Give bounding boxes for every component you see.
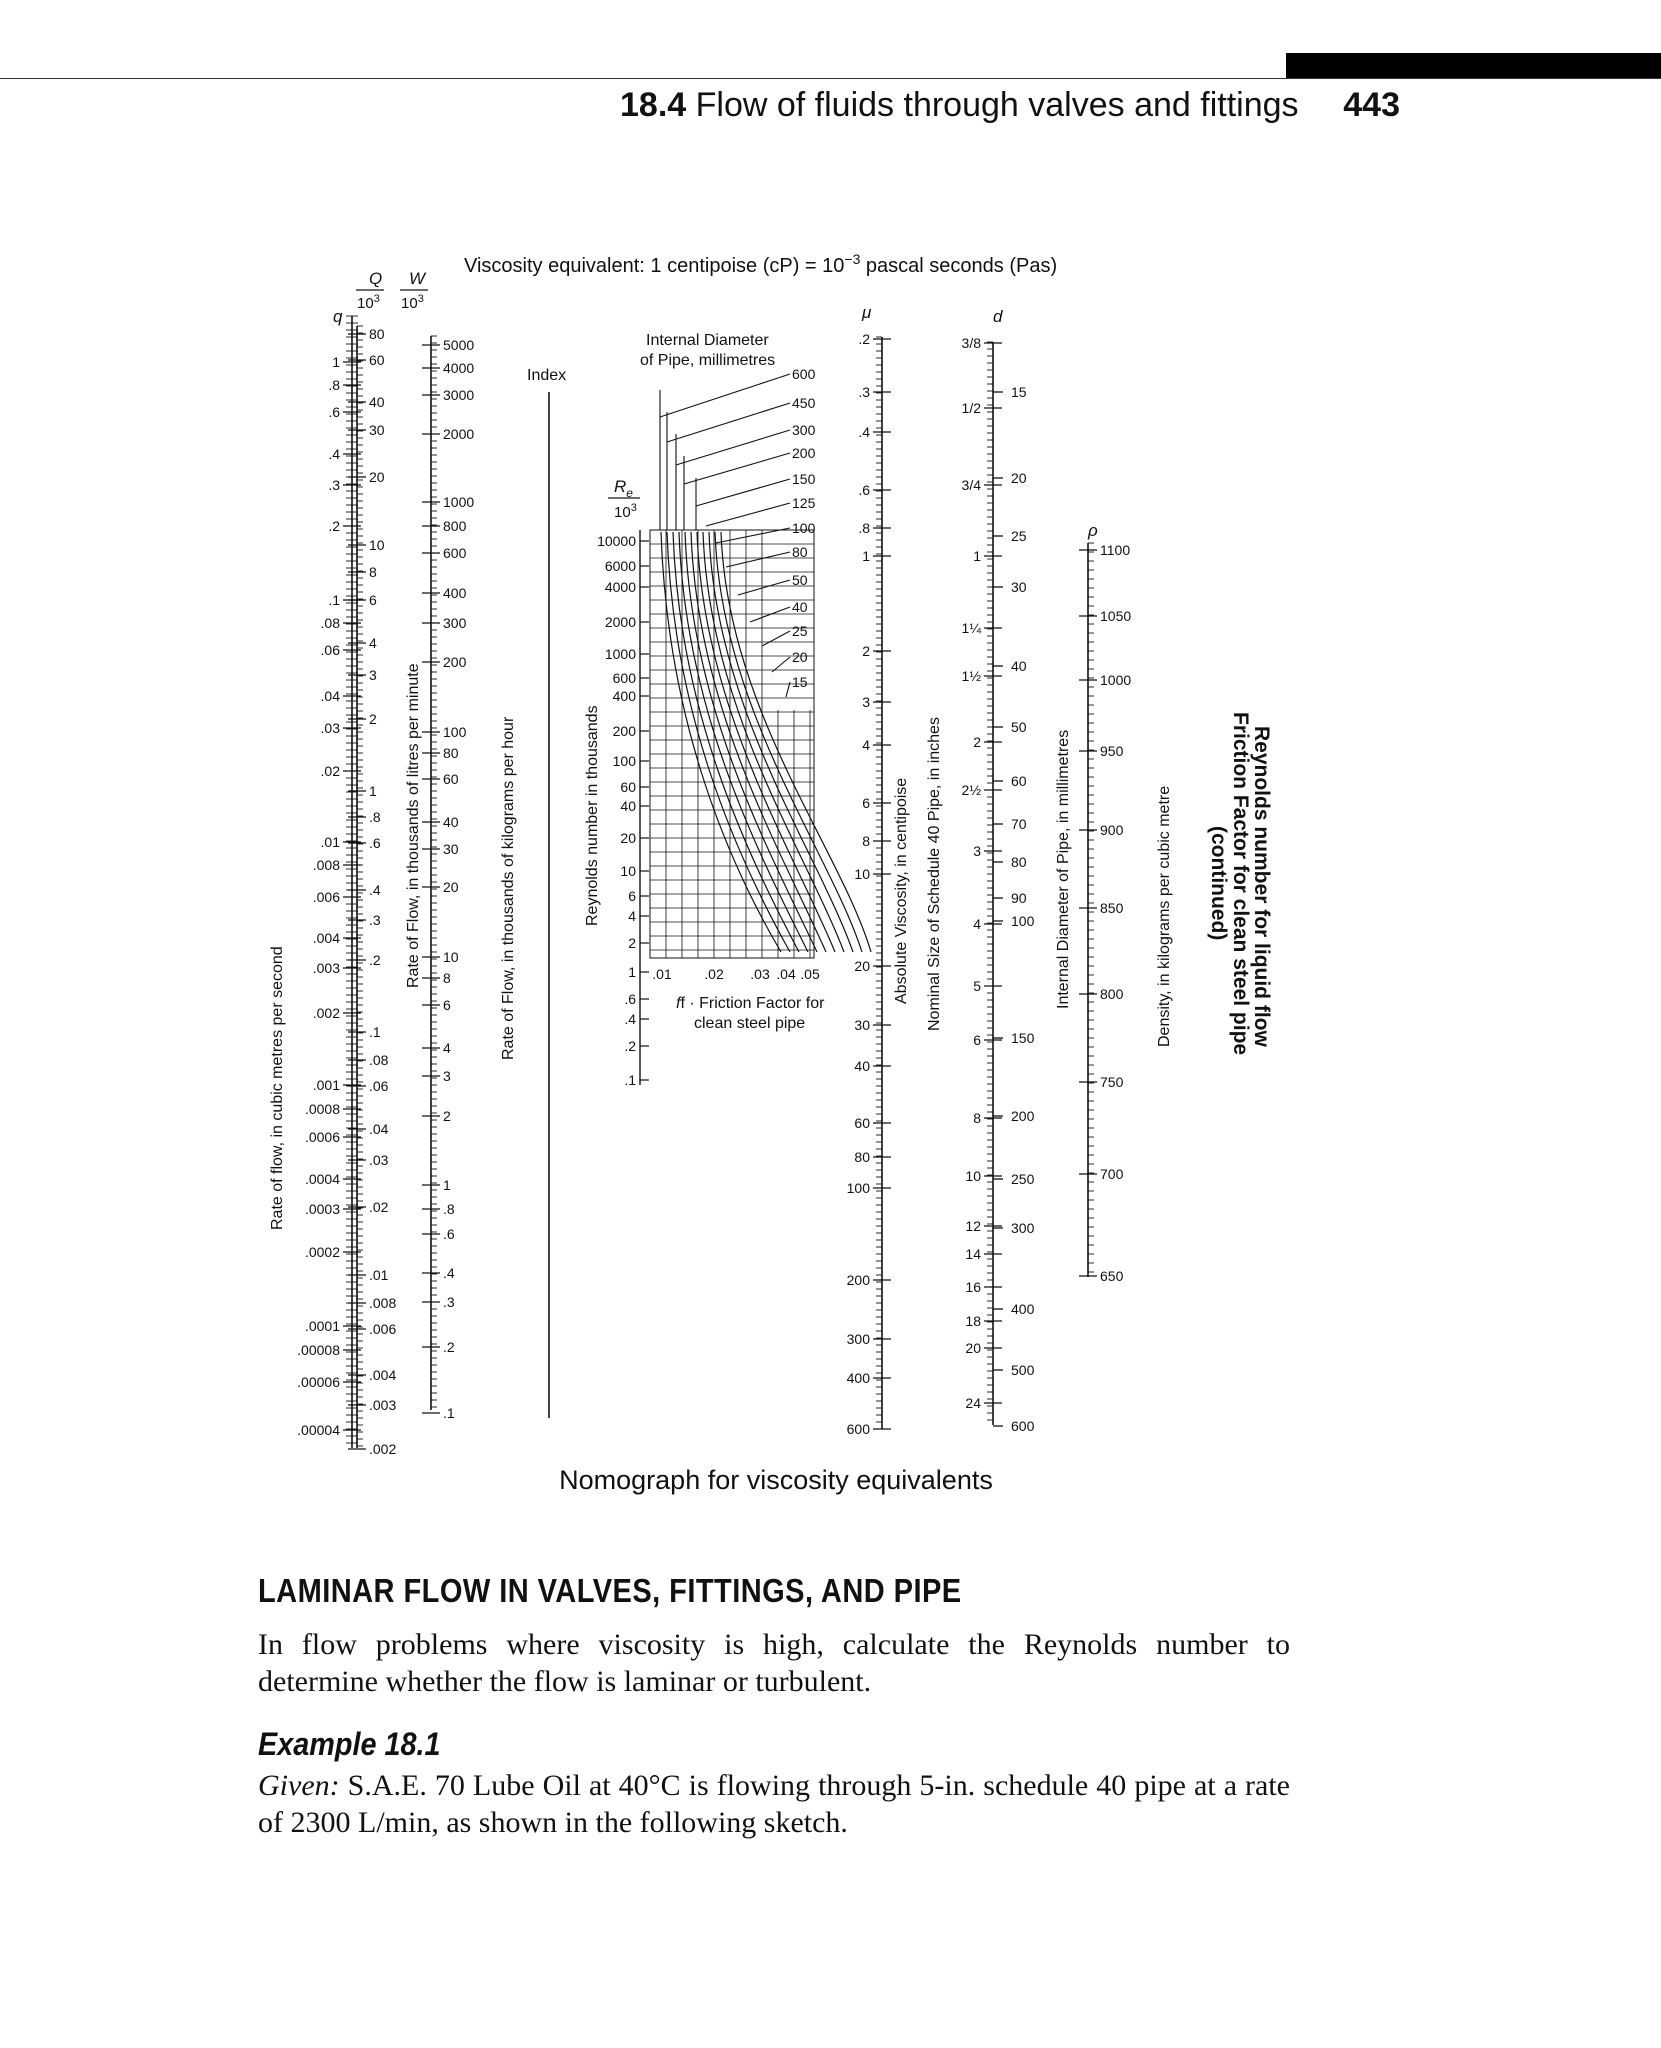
scale-mu-tick: 80: [854, 1149, 870, 1165]
scale-q-tick: .2: [328, 518, 340, 534]
scale-q-tick: .006: [312, 889, 340, 905]
given-label: Given:: [258, 1769, 340, 1802]
scale-Re-tick: 10000: [597, 533, 636, 549]
scale-W-tick: .2: [443, 1339, 455, 1355]
scale-nominal-tick: 3: [973, 843, 981, 859]
scale-Q-tick: 60: [369, 352, 385, 368]
symbol-Re: $R_e$: [614, 477, 633, 500]
scale-internal-tick: 60: [1011, 773, 1027, 789]
scale-W-tick: .6: [443, 1226, 455, 1242]
scale-Q-tick: 8: [369, 564, 377, 580]
scale-Re-tick: .1: [624, 1072, 636, 1088]
scale-internal-tick: 80: [1011, 854, 1027, 870]
scale-W-tick: 800: [443, 518, 467, 534]
scale-internal-tick: 30: [1011, 579, 1027, 595]
scale-nominal-tick: 16: [965, 1279, 981, 1295]
scale-Q-tick: 10: [369, 537, 385, 553]
symbol-Re-denominator: $10^3$: [614, 502, 637, 521]
header-rule: [0, 78, 1661, 79]
scale-nominal-tick: 1½: [961, 668, 981, 684]
scale-mu-tick: 30: [854, 1017, 870, 1033]
scale-W-tick: .1: [443, 1405, 455, 1421]
scale-internal-tick: 250: [1011, 1171, 1035, 1187]
pipe-diameter-pointer: [750, 607, 790, 622]
scale-rho-tick: 1000: [1100, 672, 1132, 688]
scale-internal-tick: 25: [1011, 528, 1027, 544]
symbol-Q-denominator: $10^3$: [357, 293, 380, 312]
scale-Re-tick: 600: [612, 670, 636, 686]
scale-Re-tick: 6: [628, 888, 636, 904]
scale-W-tick: 30: [443, 841, 459, 857]
pipe-diameter-tick: 300: [792, 422, 816, 438]
scale-mu-tick: 10: [854, 866, 870, 882]
scale-W-tick: 4: [443, 1040, 451, 1056]
scale-f-tick: .05: [800, 966, 820, 982]
scale-f-tick: .02: [704, 966, 724, 982]
scale-mu-tick: 300: [846, 1331, 870, 1347]
figure-caption: Nomograph for viscosity equivalents: [559, 1465, 993, 1495]
scale-Re-tick: 20: [620, 830, 636, 846]
scale-W-tick: 8: [443, 970, 451, 986]
symbol-Q: Q: [369, 269, 383, 288]
scale-mu-tick: 3: [862, 694, 870, 710]
scale-W-tick: 3000: [443, 387, 475, 403]
friction-curve: [715, 532, 862, 952]
scale-q-tick: .00008: [297, 1342, 340, 1358]
scale-Q-tick: .003: [369, 1397, 397, 1413]
scale-mu-tick: .2: [858, 331, 870, 347]
scale-nominal-tick: 5: [973, 978, 981, 994]
scale-q-tick: .0001: [304, 1318, 340, 1334]
scale-Q-tick: 20: [369, 469, 385, 485]
scale-mu-tick: 100: [846, 1180, 870, 1196]
section-title: Flow of fluids through valves and fittings: [695, 86, 1299, 124]
scale-q-tick: .008: [312, 857, 340, 873]
symbol-W: W: [409, 269, 426, 288]
scale-q-tick: .06: [320, 642, 340, 658]
scale-W-tick: 60: [443, 771, 459, 787]
scale-nominal-tick: 8: [973, 1110, 981, 1126]
scale-Re: [597, 530, 649, 1088]
scale-W-tick: 1: [443, 1177, 451, 1193]
scale-Re-tick: .2: [624, 1038, 636, 1054]
scale-W-tick: 80: [443, 745, 459, 761]
scale-internal-tick: 90: [1011, 890, 1027, 906]
friction-curve: [709, 532, 853, 952]
axis-title-Re: Reynolds number in thousands: [584, 705, 601, 926]
scale-q-tick: .00006: [297, 1374, 340, 1390]
page-number: 443: [1343, 86, 1400, 124]
scale-internal-tick: 150: [1011, 1030, 1035, 1046]
scale-mu-tick: 1: [862, 548, 870, 564]
scale-Re-tick: 200: [612, 723, 636, 739]
scale-rho-tick: 1050: [1100, 608, 1132, 624]
scale-q-tick: .4: [328, 446, 340, 462]
scale-internal-tick: 600: [1011, 1418, 1035, 1434]
scale-Re-tick: 10: [620, 863, 636, 879]
scale-W-tick: 400: [443, 585, 467, 601]
scale-Re-tick: 100: [612, 753, 636, 769]
scale-W-tick: 6: [443, 997, 451, 1013]
scale-q-tick: .0004: [304, 1171, 340, 1187]
scale-Q-tick: .03: [369, 1152, 389, 1168]
scale-W-tick: 20: [443, 879, 459, 895]
scale-internal-tick: 40: [1011, 658, 1027, 674]
side-title-line1: Reynolds number for liquid flow: [1250, 726, 1273, 1047]
scale-Q-tick: .6: [369, 835, 381, 851]
axis-title-W: Rate of Flow, in thousands of kilograms per hour: [500, 716, 517, 1060]
scale-q-tick: .3: [328, 477, 340, 493]
symbol-d: d: [993, 307, 1003, 326]
scale-mu-tick: 20: [854, 958, 870, 974]
scale-Q-tick: 80: [369, 326, 385, 342]
scale-mu-tick: .8: [858, 520, 870, 536]
scale-W-tick: 300: [443, 615, 467, 631]
friction-label-line2: clean steel pipe: [694, 1015, 806, 1032]
scale-Q-tick: .006: [369, 1321, 397, 1337]
friction-label-line1: ff · Friction Factor for: [676, 995, 825, 1012]
scale-nominal-tick: 3/4: [961, 477, 981, 493]
scale-Re-tick: 2000: [604, 614, 636, 630]
scale-q-tick: .03: [320, 720, 340, 736]
scale-q-tick: 1: [332, 354, 340, 370]
scale-q-tick: .0002: [304, 1244, 340, 1260]
scale-rho-tick: 950: [1100, 743, 1124, 759]
scale-W-tick: 1000: [443, 494, 475, 510]
scale-Q-tick: .02: [369, 1199, 389, 1215]
symbol-rho: ρ: [1088, 521, 1098, 540]
scale-q-tick: .00004: [297, 1422, 340, 1438]
scale-nominal-tick: 6: [973, 1032, 981, 1048]
pipe-diameter-tick: 150: [792, 471, 816, 487]
scale-q-tick: .02: [320, 763, 340, 779]
scale-Q-tick: .08: [369, 1052, 389, 1068]
scale-f-tick: .03: [750, 966, 770, 982]
scale-rho-tick: 700: [1100, 1166, 1124, 1182]
scale-W-tick: 2000: [443, 426, 475, 442]
pipe-diameter-tick: 15: [792, 674, 808, 690]
scale-mu-tick: .3: [858, 384, 870, 400]
scale-mu-tick: 6: [862, 795, 870, 811]
scale-W-tick: .4: [443, 1265, 455, 1281]
scale-rho-tick: 900: [1100, 822, 1124, 838]
pipe-diameter-pointer: [696, 479, 790, 506]
scale-Q-tick: .002: [369, 1441, 397, 1457]
nomograph-figure: [0, 230, 1661, 1460]
scale-q-tick: .6: [328, 404, 340, 420]
side-title-line2: Friction Factor for clean steel pipe: [1229, 712, 1252, 1056]
internal-diameter-label-line2: of Pipe, millimetres: [640, 352, 776, 369]
paragraph-1: In flow problems where viscosity is high, calculate the Reynolds number to determine whether the flow is laminar or turbulent.: [258, 1628, 1290, 1698]
scale-nominal-tick: 3/8: [961, 335, 981, 351]
scale-Q-tick: .8: [369, 809, 381, 825]
scale-W-tick: .8: [443, 1201, 455, 1217]
scale-W-tick: 600: [443, 545, 467, 561]
section-heading: LAMINAR FLOW IN VALVES, FITTINGS, AND PIPE: [258, 1572, 962, 1609]
scale-q-tick: .0003: [304, 1201, 340, 1217]
scale-nominal-tick: 14: [965, 1246, 981, 1262]
scale-nominal-tick: 20: [965, 1340, 981, 1356]
scale-q-tick: .1: [328, 592, 340, 608]
scale-mu-tick: .6: [858, 482, 870, 498]
scale-q-tick: .0008: [304, 1101, 340, 1117]
pipe-diameter-tick: 125: [792, 495, 816, 511]
scale-W-tick: 3: [443, 1068, 451, 1084]
scale-Re-tick: 40: [620, 798, 636, 814]
scale-Q-tick: .06: [369, 1078, 389, 1094]
scale-Re-tick: 1: [628, 964, 636, 980]
scale-Q-tick: 30: [369, 422, 385, 438]
scale-q-tick: .004: [312, 930, 340, 946]
scale-Q-tick: .004: [369, 1367, 397, 1383]
pipe-diameter-tick: 100: [792, 520, 816, 536]
side-title-line3: (continued): [1207, 826, 1230, 941]
scale-W-tick: 100: [443, 724, 467, 740]
scale-internal-tick: 500: [1011, 1362, 1035, 1378]
pipe-diameter-tick: 200: [792, 445, 816, 461]
scale-Q-tick: 6: [369, 592, 377, 608]
scale-internal-tick: 20: [1011, 470, 1027, 486]
scale-mu-tick: 60: [854, 1115, 870, 1131]
scale-Q-tick: .3: [369, 912, 381, 928]
scale-q-tick: .001: [312, 1077, 340, 1093]
scale-Re-tick: 4: [628, 908, 636, 924]
scale-nominal-tick: 1: [973, 548, 981, 564]
scale-q-tick: .04: [320, 688, 340, 704]
example-heading: Example 18.1: [258, 1726, 441, 1762]
pipe-diameter-pointer: [762, 631, 790, 646]
scale-q-tick: .003: [312, 960, 340, 976]
scale-internal: [993, 384, 1035, 1434]
scale-Re-tick: 400: [612, 688, 636, 704]
scale-q-tick: .002: [312, 1005, 340, 1021]
scale-nominal-tick: 2: [973, 734, 981, 750]
pipe-diameter-tick: 25: [792, 623, 808, 639]
scale-nominal: [962, 335, 1002, 1425]
scale-rho: [1079, 542, 1131, 1284]
scale-nominal-tick: 1/2: [961, 400, 981, 416]
pipe-diameter-tick: 20: [792, 649, 808, 665]
running-header: [620, 86, 1410, 125]
scale-internal-tick: 300: [1011, 1220, 1035, 1236]
scale-nominal-tick: 24: [965, 1395, 981, 1411]
scale-rho-tick: 750: [1100, 1074, 1124, 1090]
scale-mu-tick: 2: [862, 643, 870, 659]
scale-Re-tick: .6: [624, 991, 636, 1007]
section-number: 18.4: [620, 86, 687, 124]
axis-title-nominal: Nominal Size of Schedule 40 Pipe, in inches: [926, 717, 943, 1031]
axis-title-q: Rate of flow, in cubic metres per second: [269, 946, 286, 1230]
friction-chart: [650, 374, 871, 958]
scale-Re-tick: 4000: [604, 579, 636, 595]
scale-W-tick: .3: [443, 1294, 455, 1310]
scale-mu-tick: .4: [858, 424, 870, 440]
pipe-diameter-tick: 50: [792, 572, 808, 588]
scale-Q: [348, 326, 396, 1457]
scale-rho-tick: 800: [1100, 986, 1124, 1002]
scale-q-tick: .0006: [304, 1129, 340, 1145]
scale-Re-tick: 6000: [604, 558, 636, 574]
internal-diameter-label-line1: Internal Diameter: [646, 332, 769, 349]
scale-f-tick: .01: [652, 966, 672, 982]
scale-nominal-tick: 2½: [961, 782, 981, 798]
axis-title-Q: Rate of Flow, in thousands of litres per minute: [405, 663, 422, 988]
scale-rho-tick: 1100: [1100, 542, 1131, 558]
symbol-q: q: [333, 307, 343, 326]
pipe-diameter-pointer: [660, 374, 790, 417]
scale-Q-tick: .1: [369, 1024, 381, 1040]
scale-Re-tick: 60: [620, 779, 636, 795]
scale-Q-tick: 2: [369, 711, 377, 727]
scale-Q-tick: 1: [369, 783, 377, 799]
scale-internal-tick: 100: [1011, 913, 1035, 929]
scale-Re-tick: 1000: [604, 646, 636, 662]
scale-Q-tick: .04: [369, 1121, 389, 1137]
figure-title: Viscosity equivalent: 1 centipoise $(cP) = 10^{-3}$ pascal seconds (Pas): [464, 251, 1058, 277]
scale-W-tick: 2: [443, 1108, 451, 1124]
scale-f-tick: .04: [776, 966, 796, 982]
axis-title-mu: Absolute Viscosity, in centipoise: [893, 777, 910, 1004]
pipe-diameter-pointer: [676, 430, 790, 465]
scale-q-tick: .08: [320, 615, 340, 631]
scale-mu-tick: 8: [862, 833, 870, 849]
scale-Q-tick: 4: [369, 635, 377, 651]
scale-Q-tick: .4: [369, 882, 381, 898]
scale-internal-tick: 50: [1011, 719, 1027, 735]
scale-W-tick: 200: [443, 654, 467, 670]
scale-Q-tick: .2: [369, 952, 381, 968]
scale-W-tick: 4000: [443, 360, 475, 376]
header-bar: [1286, 53, 1661, 79]
scale-mu-tick: 40: [854, 1058, 870, 1074]
scale-mu-tick: 4: [862, 737, 870, 753]
scale-nominal-tick: 18: [965, 1313, 981, 1329]
index-label: Index: [527, 367, 567, 384]
scale-nominal-tick: 1¼: [961, 620, 981, 636]
scale-internal-tick: 400: [1011, 1301, 1035, 1317]
friction-curve: [667, 532, 790, 952]
scale-nominal-tick: 10: [965, 1168, 981, 1184]
scale-internal-tick: 200: [1011, 1108, 1035, 1124]
scale-nominal-tick: 4: [973, 916, 981, 932]
pipe-diameter-pointer: [706, 503, 790, 526]
scale-mu-tick: 400: [846, 1370, 870, 1386]
scale-W-tick: 40: [443, 814, 459, 830]
scale-internal-tick: 70: [1011, 816, 1027, 832]
scale-rho-tick: 650: [1100, 1268, 1124, 1284]
scale-mu: [847, 331, 891, 1437]
pipe-diameter-tick: 600: [792, 366, 816, 382]
scale-Q-tick: 3: [369, 667, 377, 683]
scale-mu-tick: 600: [846, 1421, 870, 1437]
scale-q-tick: .01: [320, 834, 340, 850]
pipe-diameter-tick: 80: [792, 544, 808, 560]
scale-Re-tick: 2: [628, 935, 636, 951]
pipe-diameter-tick: 450: [792, 395, 816, 411]
scale-Re-tick: .4: [624, 1011, 636, 1027]
axis-title-rho: Density, in kilograms per cubic metre: [1156, 785, 1173, 1047]
scale-rho-tick: 850: [1100, 900, 1124, 916]
scale-W: [422, 336, 474, 1421]
scale-mu-tick: 200: [846, 1272, 870, 1288]
scale-internal-tick: 15: [1011, 384, 1027, 400]
symbol-mu: μ: [862, 303, 872, 322]
scale-Q-tick: 40: [369, 394, 385, 410]
scale-q-tick: .8: [328, 377, 340, 393]
scale-W-tick: 5000: [443, 337, 475, 353]
scale-Q-tick: .01: [369, 1267, 389, 1283]
scale-nominal-tick: 12: [965, 1218, 981, 1234]
scale-Q-tick: .008: [369, 1295, 397, 1311]
axis-title-internal: Internal Diameter of Pipe, in millimetres: [1055, 729, 1072, 1009]
pipe-diameter-tick: 40: [792, 599, 808, 615]
pipe-diameter-pointer: [726, 552, 790, 567]
example-text: S.A.E. 70 Lube Oil at 40°C is flowing through 5-in. schedule 40 pipe at a rate of 2300 L/min, as shown in the following sketch.: [258, 1769, 1290, 1839]
scale-q: [297, 316, 361, 1448]
scale-W-tick: 10: [443, 949, 459, 965]
symbol-W-denominator: $10^3$: [401, 293, 424, 312]
example-paragraph: [258, 1767, 1290, 1841]
